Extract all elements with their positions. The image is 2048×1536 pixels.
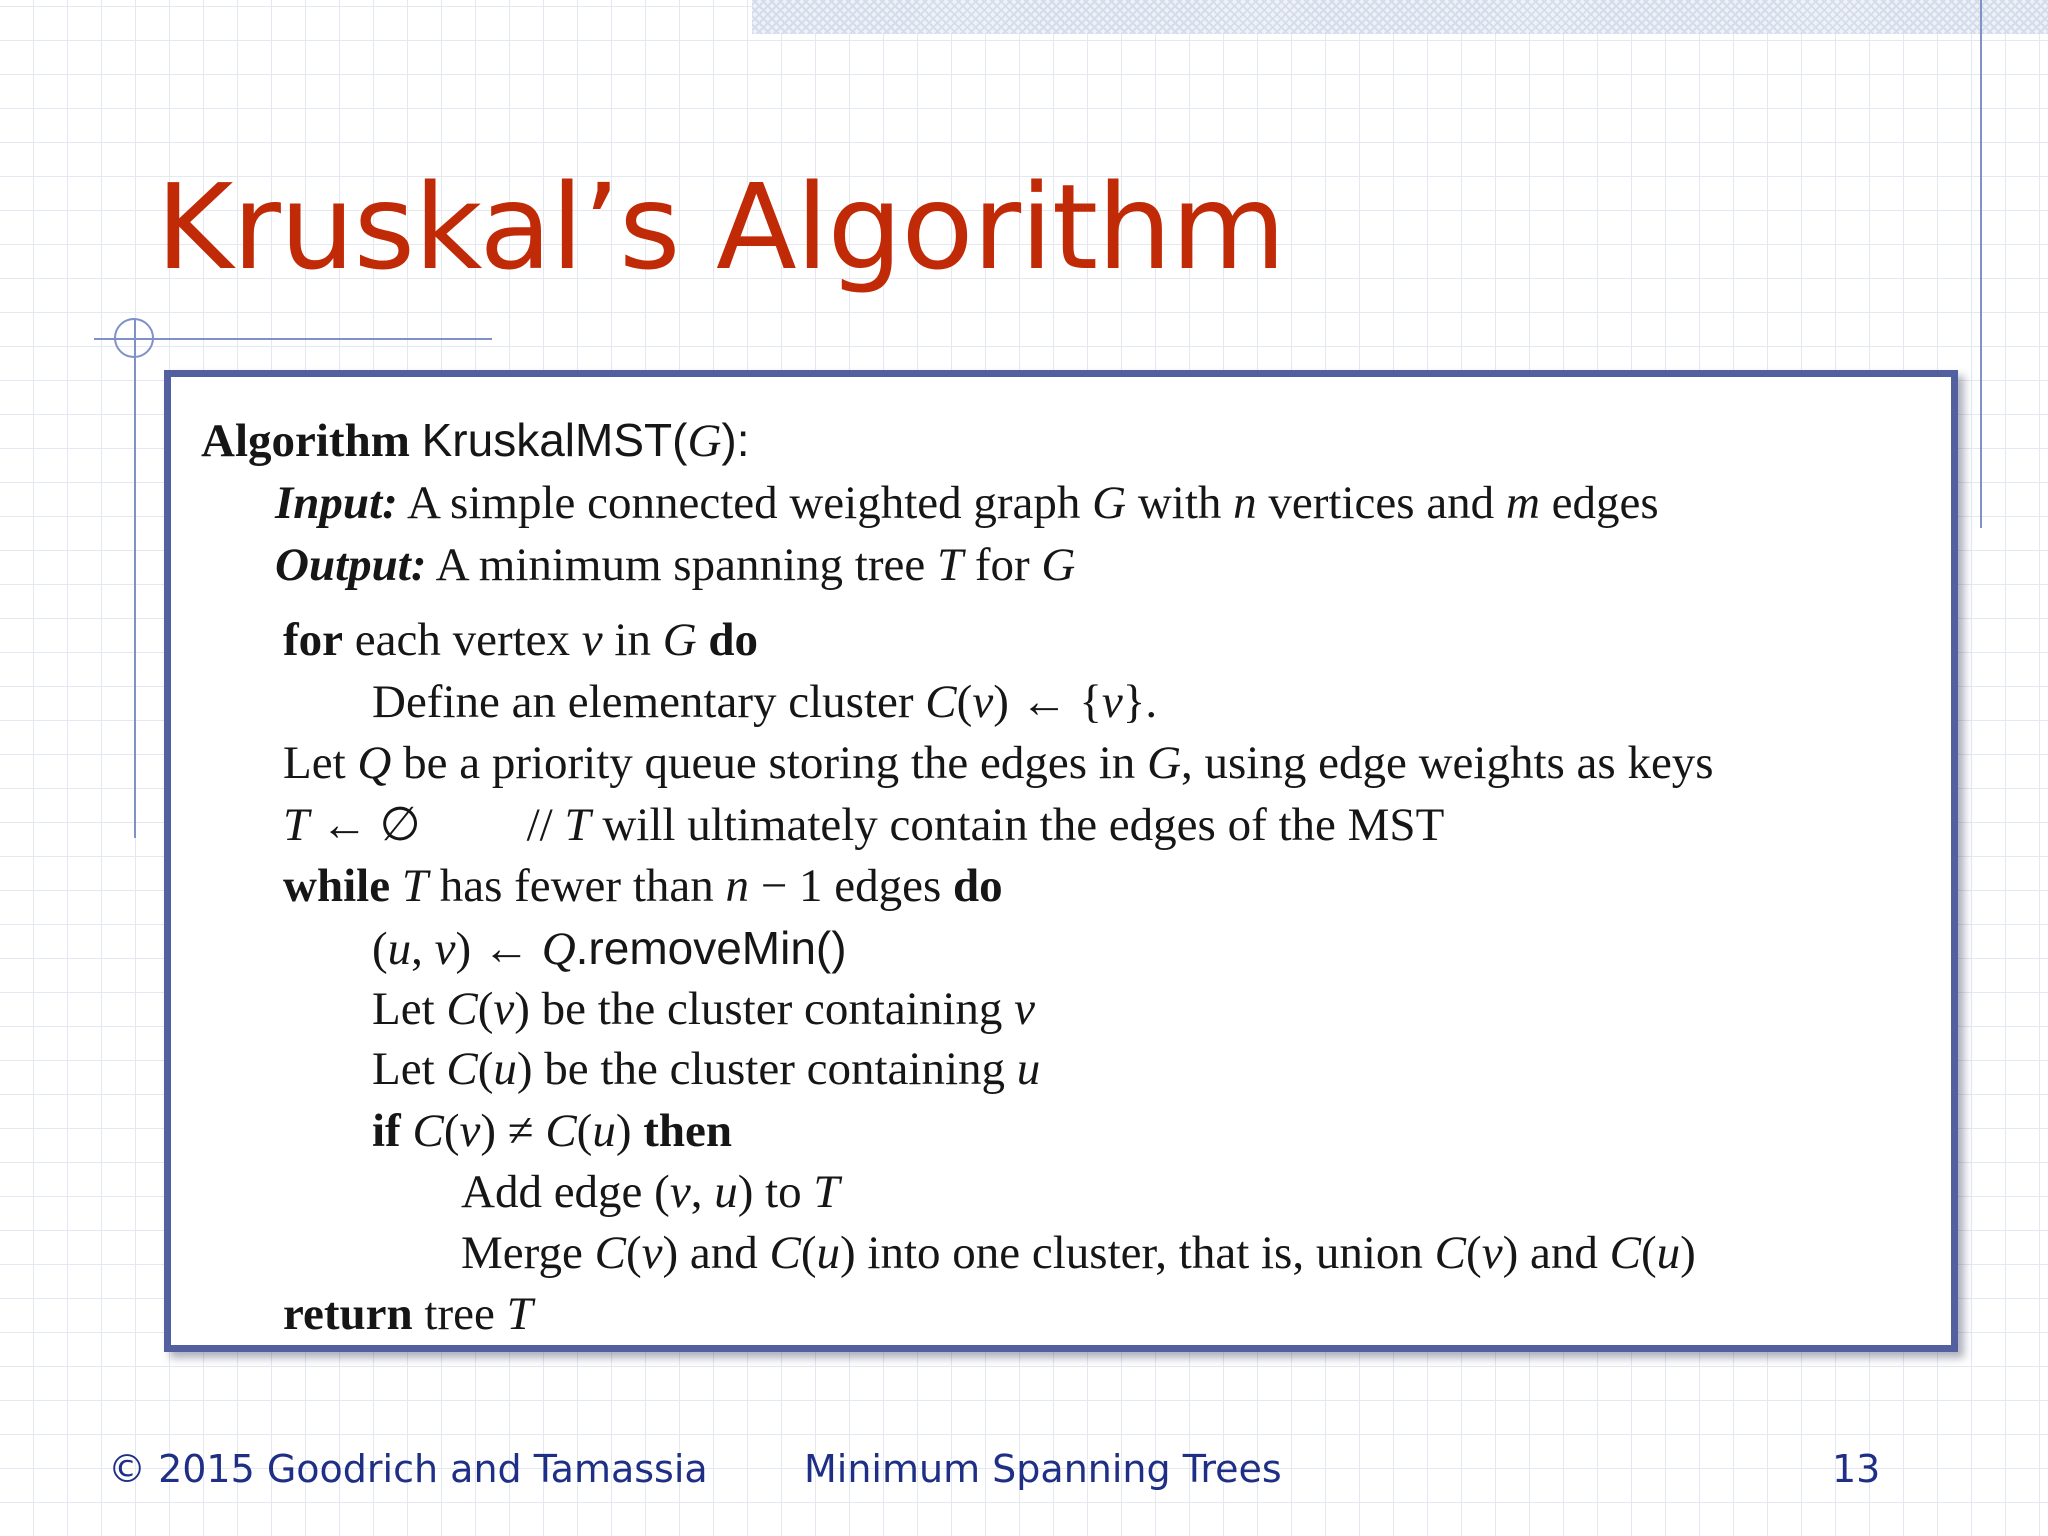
if-text: ( — [443, 1105, 460, 1157]
if-text: ) ≠ — [480, 1105, 546, 1157]
init-var: T — [283, 799, 310, 851]
footer-topic: Minimum Spanning Trees — [804, 1447, 1282, 1491]
output-var: G — [1041, 539, 1076, 591]
return-keyword: return — [283, 1288, 413, 1340]
for-loop-line — [283, 614, 759, 666]
tree-init-line — [283, 799, 1445, 851]
algorithm-box — [164, 370, 1958, 1352]
let-cu-text: Let — [372, 1043, 447, 1095]
if-var: v — [459, 1105, 481, 1157]
let-cu-var: u — [1016, 1043, 1041, 1095]
remove-min-line — [372, 922, 847, 975]
let-cv-var: v — [1014, 983, 1036, 1035]
let-cu-var: C — [446, 1043, 478, 1095]
algorithm-keyword: Algorithm — [201, 415, 410, 467]
output-var: T — [936, 539, 964, 591]
if-var: C — [412, 1105, 444, 1157]
let-cluster-v-line — [372, 983, 1036, 1035]
let-cv-var: C — [446, 983, 478, 1035]
remove-var: Q — [541, 923, 576, 975]
while-space — [390, 860, 402, 912]
output-label: Output: — [275, 539, 427, 591]
while-loop-line — [283, 860, 1003, 912]
merge-clusters-line — [461, 1227, 1696, 1279]
algorithm-name: KruskalMST — [421, 414, 673, 466]
for-text: each vertex — [343, 614, 582, 666]
output-text: A minimum spanning tree — [426, 539, 937, 591]
merge-var: C — [1609, 1227, 1641, 1279]
input-text: edges — [1539, 477, 1659, 529]
algorithm-header-line — [201, 414, 750, 467]
for-text: in — [602, 614, 663, 666]
let-cv-text: ( — [477, 983, 494, 1035]
input-label: Input: — [275, 477, 398, 529]
footer-copyright: © 2015 Goodrich and Tamassia — [108, 1447, 708, 1491]
input-text: A simple connected weighted graph — [397, 477, 1093, 529]
input-var: n — [1233, 477, 1257, 529]
while-keyword: while — [283, 860, 391, 912]
do-keyword: do — [941, 860, 1003, 912]
add-var: u — [714, 1166, 738, 1218]
input-var: m — [1505, 477, 1540, 529]
input-var: G — [1092, 477, 1127, 529]
remove-var: v — [434, 923, 456, 975]
merge-text: ( — [625, 1227, 642, 1279]
if-space — [401, 1105, 413, 1157]
if-var: C — [545, 1105, 577, 1157]
merge-text: Merge — [461, 1227, 595, 1279]
left-guide-line — [134, 318, 136, 838]
define-text: ( — [956, 676, 973, 728]
for-var: v — [581, 614, 603, 666]
footer-page-number: 13 — [1832, 1447, 1881, 1491]
merge-text: ( — [1640, 1227, 1657, 1279]
init-comment-var: T — [564, 799, 591, 851]
merge-text: ) — [1680, 1227, 1696, 1279]
queue-text: be a priority queue storing the edges in — [391, 737, 1148, 789]
if-keyword: if — [372, 1105, 401, 1157]
while-var: n — [725, 860, 749, 912]
while-text: − 1 edges — [749, 860, 942, 912]
remove-text: ) ← — [455, 923, 542, 975]
input-line — [275, 477, 1659, 529]
if-var: u — [592, 1105, 616, 1157]
let-cv-text: ) be the cluster containing — [514, 983, 1015, 1035]
let-cluster-u-line — [372, 1043, 1041, 1095]
define-var: C — [925, 676, 957, 728]
return-line — [283, 1288, 533, 1340]
right-guide-line — [1980, 0, 1982, 528]
while-text: has fewer than — [427, 860, 726, 912]
input-text: with — [1126, 477, 1234, 529]
output-text: for — [963, 539, 1042, 591]
remove-text: ( — [372, 923, 388, 975]
if-text: ) — [615, 1105, 632, 1157]
add-text: Add edge ( — [461, 1166, 670, 1218]
priority-queue-line — [283, 737, 1714, 789]
output-line — [275, 539, 1076, 591]
queue-text: , using edge weights as keys — [1181, 737, 1714, 789]
let-cv-text: Let — [372, 983, 447, 1035]
define-text: ) ← { — [993, 676, 1102, 728]
define-text: }. — [1122, 676, 1158, 728]
merge-text: ) and — [1502, 1227, 1610, 1279]
merge-var: C — [769, 1227, 801, 1279]
merge-text: ) into one cluster, that is, union — [840, 1227, 1435, 1279]
let-cv-var: v — [493, 983, 515, 1035]
merge-var: C — [594, 1227, 626, 1279]
remove-method: .removeMin() — [575, 922, 847, 974]
return-text: tree — [412, 1288, 507, 1340]
merge-var: C — [1434, 1227, 1467, 1279]
add-edge-line — [461, 1166, 840, 1218]
merge-var: u — [1656, 1227, 1681, 1279]
let-cu-var: u — [493, 1043, 517, 1095]
init-comment: will ultimately contain the edges of the MST — [590, 799, 1445, 851]
merge-var: u — [816, 1227, 840, 1279]
add-text: ) to — [737, 1166, 814, 1218]
add-var: T — [813, 1166, 840, 1218]
do-keyword: do — [696, 614, 759, 666]
for-var: G — [662, 614, 697, 666]
merge-text: ) and — [662, 1227, 770, 1279]
merge-text: ( — [800, 1227, 817, 1279]
while-var: T — [401, 860, 428, 912]
init-comment: // — [526, 799, 565, 851]
define-cluster-line — [372, 676, 1158, 728]
define-var: v — [1101, 676, 1123, 728]
header-param: G — [687, 415, 722, 467]
header-decoration-band — [752, 0, 2048, 34]
define-text: Define an elementary cluster — [372, 676, 926, 728]
input-text: vertices and — [1256, 477, 1506, 529]
define-var: v — [972, 676, 994, 728]
header-close-paren: ): — [721, 414, 750, 466]
then-keyword: then — [631, 1105, 733, 1157]
merge-text: ( — [1466, 1227, 1482, 1279]
queue-text: Let — [283, 737, 358, 789]
queue-var: G — [1147, 737, 1182, 789]
return-var: T — [506, 1288, 533, 1340]
merge-var: v — [1481, 1227, 1503, 1279]
let-cu-text: ) be the cluster containing — [516, 1043, 1017, 1095]
crosshair-ornament-icon — [114, 318, 154, 358]
let-cu-text: ( — [477, 1043, 494, 1095]
remove-text: , — [411, 923, 435, 975]
add-text: , — [690, 1166, 715, 1218]
init-text: ← ∅ — [309, 799, 421, 851]
if-condition-line — [372, 1105, 733, 1157]
header-open-paren: ( — [672, 414, 688, 466]
for-keyword: for — [283, 614, 344, 666]
queue-var: Q — [357, 737, 392, 789]
remove-var: u — [387, 923, 412, 975]
add-var: v — [669, 1166, 691, 1218]
merge-var: v — [641, 1227, 663, 1279]
if-text: ( — [576, 1105, 593, 1157]
slide-title: Kruskal’s Algorithm — [156, 158, 1285, 296]
